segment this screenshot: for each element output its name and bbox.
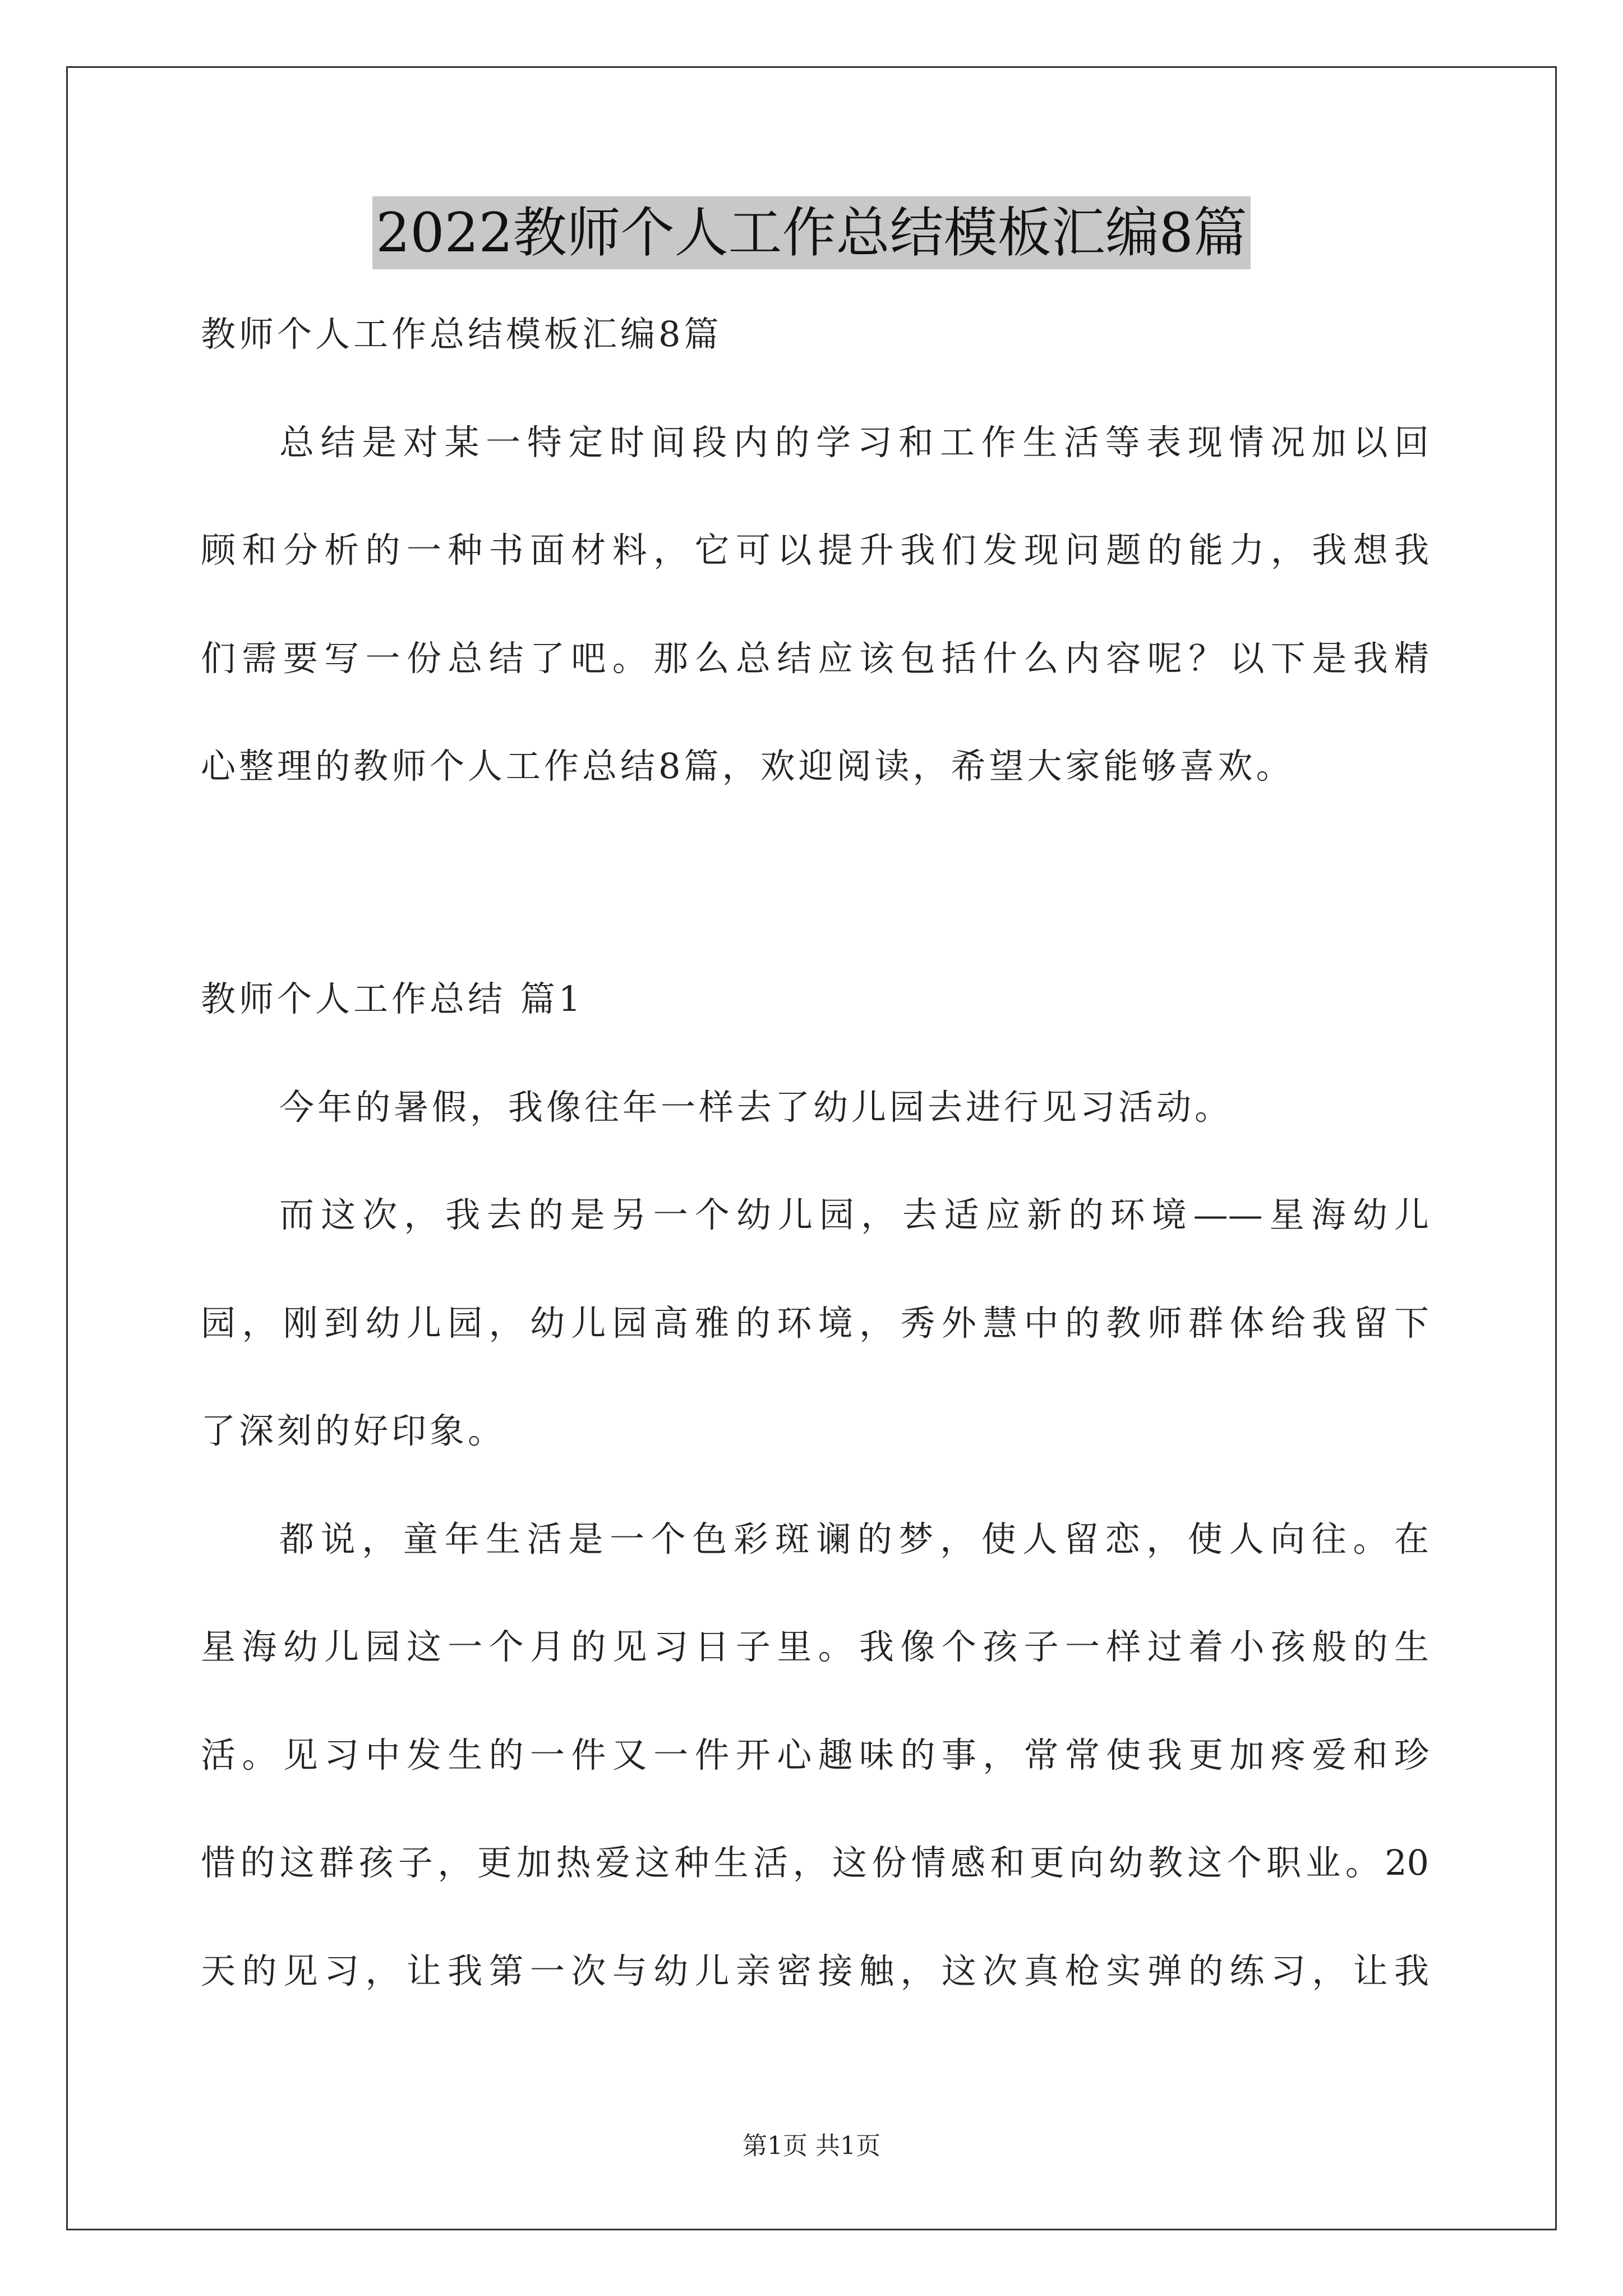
paragraph-line: 了深刻的好印象。 [201, 1410, 506, 1451]
paragraph-line: 天的见习，让我第一次与幼儿亲密接触，这次真枪实弹的练习，让我 [201, 1950, 1429, 1991]
subtitle-line: 教师个人工作总结模板汇编8篇 [201, 314, 722, 355]
paragraph-line: 今年的暑假，我像往年一样去了幼儿园去进行见习活动。 [279, 1087, 1233, 1128]
paragraph-line: 而这次，我去的是另一个幼儿园，去适应新的环境——星海幼儿 [279, 1194, 1429, 1235]
document-title: 2022教师个人工作总结模板汇编8篇 [372, 196, 1250, 269]
paragraph-line: 都说，童年生活是一个色彩斑谰的梦，使人留恋，使人向往。在 [279, 1519, 1429, 1559]
paragraph-line: 园，刚到幼儿园，幼儿园高雅的环境，秀外慧中的教师群体给我留下 [201, 1303, 1429, 1343]
paragraph-line: 星海幼儿园这一个月的见习日子里。我像个孩子一样过着小孩般的生 [201, 1626, 1429, 1667]
paragraph-line: 们需要写一份总结了吧。那么总结应该包括什么内容呢？以下是我精 [201, 638, 1429, 679]
section-heading: 教师个人工作总结 篇1 [201, 978, 584, 1019]
page-footer: 第1页 共1页 [743, 2132, 880, 2160]
paragraph-line: 惜的这群孩子，更加热爱这种生活，这份情感和更向幼教这个职业。20 [201, 1842, 1429, 1883]
paragraph-line: 顾和分析的一种书面材料，它可以提升我们发现问题的能力，我想我 [201, 530, 1429, 570]
paragraph-line: 心整理的教师个人工作总结8篇，欢迎阅读，希望大家能够喜欢。 [201, 746, 1294, 786]
paragraph-line: 活。见习中发生的一件又一件开心趣味的事，常常使我更加疼爱和珍 [201, 1734, 1429, 1775]
title-container [0, 196, 1623, 269]
paragraph-line: 总结是对某一特定时间段内的学习和工作生活等表现情况加以回 [279, 422, 1429, 463]
page-border [66, 66, 1557, 2230]
